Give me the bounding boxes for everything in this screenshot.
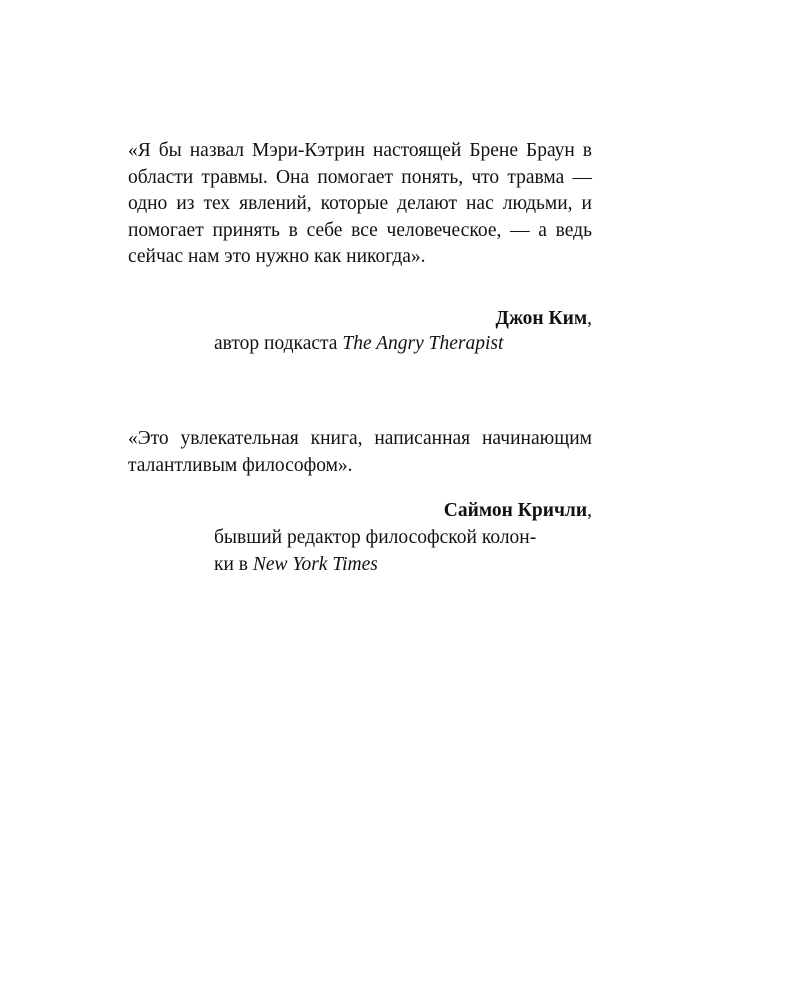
quote-2-role-publication: New York Times: [252, 553, 378, 575]
quote-1-author-role: [214, 333, 503, 355]
quote-2-author-role: [214, 525, 592, 578]
quote-1-role-prefix: автор подкаста: [214, 333, 343, 354]
quote-1-text: «Я бы назвал Мэри-Кэтрин настоящей Брене Браун в области травмы. Она помогает понять, что травма — одно из тех явлений, которые делают нас людьми, и помогает принять в себе все человеческое, — а ведь сейчас нам это нужно как никогда».: [128, 140, 592, 267]
quote-1-author-name: Джон Ким: [495, 308, 588, 329]
quote-1-author-comma: ,: [587, 308, 592, 329]
quote-2-author-name: Саймон Кричли: [443, 500, 588, 521]
quote-2-role-prefix: ки в: [214, 553, 253, 575]
quote-2-role-line-2: [214, 552, 592, 579]
quote-2-author: [444, 500, 592, 522]
quote-2-text: «Это увлекательная книга, написанная начинающим талантливым философом».: [128, 428, 592, 476]
quote-1-author: [496, 308, 592, 330]
quote-1-role-podcast: The Angry Therapist: [342, 333, 504, 354]
quote-2-role-line-1: бывший редактор философской колон-: [214, 527, 537, 548]
quote-2-author-comma: ,: [587, 500, 592, 521]
